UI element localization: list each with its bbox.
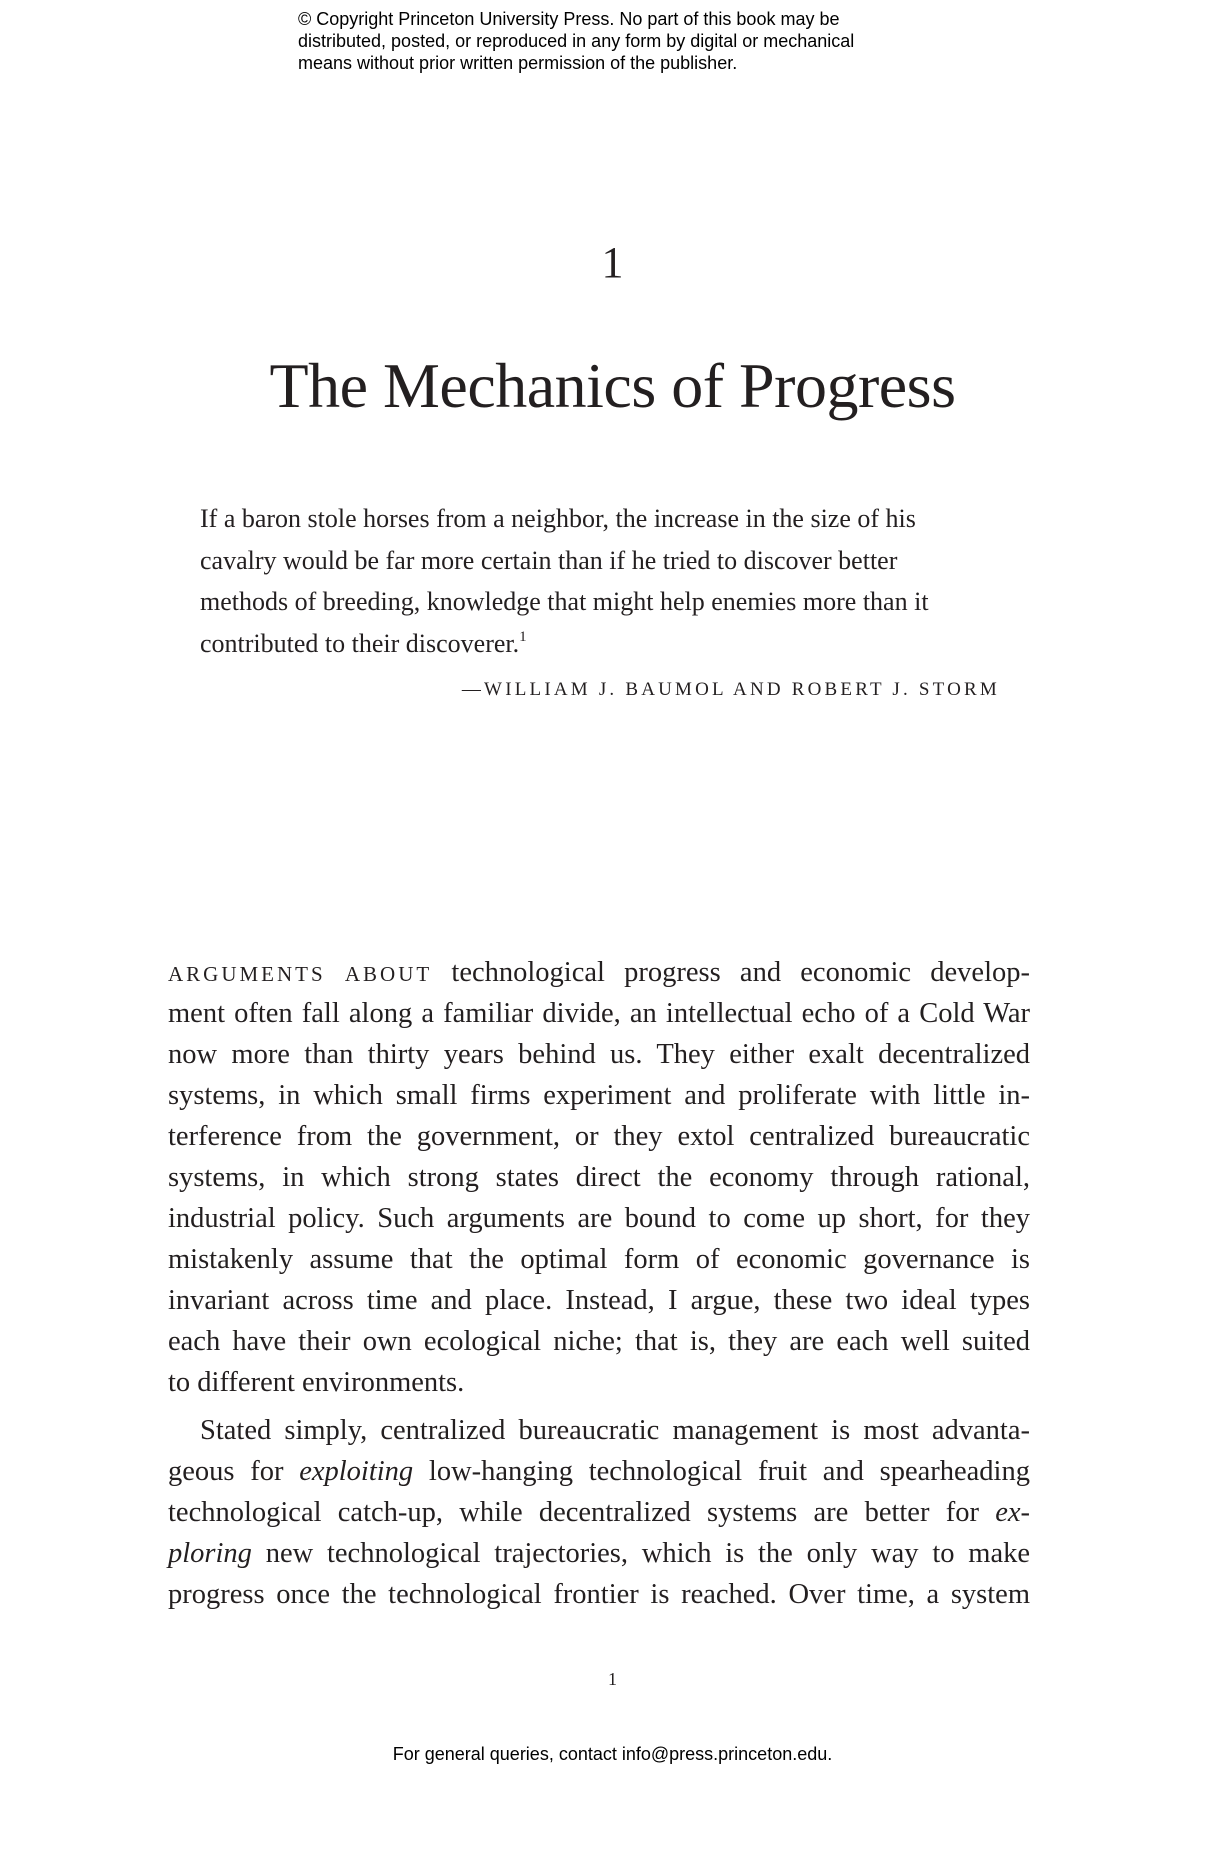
body-line: each have their own ecological niche; that is, they are each well suited <box>168 1326 1030 1357</box>
body-line: systems, in which small firms experiment and proliferate with little in- <box>168 1080 1030 1111</box>
body-line: ment often fall along a familiar divide, an intellectual echo of a Cold War <box>168 998 1030 1029</box>
epigraph-line: If a baron stole horses from a neighbor, the increase in the size of his <box>200 504 916 533</box>
body-line-text: geous for <box>168 1456 300 1487</box>
body-line-text: technological catch-up, while decentralized systems are better for <box>168 1497 996 1528</box>
body-line-text: new technological trajectories, which is the only way to make <box>251 1538 1030 1569</box>
epigraph-line-text: contributed to their discoverer. <box>200 628 520 658</box>
body-line <box>168 952 1030 993</box>
body-line: progress once the technological frontier is reached. Over time, a system <box>168 1579 1030 1610</box>
body-line <box>168 1533 1030 1574</box>
epigraph-line: methods of breeding, knowledge that might help enemies more than it <box>200 587 929 616</box>
chapter-title: The Mechanics of Progress <box>269 350 956 421</box>
body-text <box>168 952 1030 1615</box>
body-line: to different environments. <box>168 1367 465 1398</box>
body-line <box>168 1492 1030 1533</box>
epigraph-attribution: —WILLIAM J. BAUMOL AND ROBERT J. STORM <box>461 679 1000 700</box>
body-line-text: low-hanging technological fruit and spearheading <box>413 1456 1030 1487</box>
emphasis-text: ex- <box>995 1497 1030 1528</box>
lead-in-smallcaps: ARGUMENTS ABOUT <box>168 962 433 986</box>
body-line: invariant across time and place. Instead, I argue, these two ideal types <box>168 1285 1030 1316</box>
paragraph-gap <box>168 1403 1030 1410</box>
body-line-text: technological progress and economic develop- <box>451 957 1030 988</box>
body-line: terference from the government, or they extol centralized bureaucratic <box>168 1121 1030 1152</box>
page-number: 1 <box>608 1669 617 1689</box>
epigraph-line <box>200 623 1000 665</box>
body-line: systems, in which strong states direct the economy through rational, <box>168 1162 1030 1193</box>
body-line: now more than thirty years behind us. They either exalt decentralized <box>168 1039 1030 1070</box>
epigraph <box>200 498 1000 664</box>
emphasis-text: exploiting <box>299 1456 414 1487</box>
copyright-notice <box>298 8 938 74</box>
copyright-line: © Copyright Princeton University Press. No part of this book may be <box>298 9 840 29</box>
epigraph-line: cavalry would be far more certain than if he tried to discover better <box>200 545 898 575</box>
copyright-line: means without prior written permission of the publisher. <box>298 53 738 73</box>
body-line: mistakenly assume that the optimal form of economic governance is <box>168 1244 1030 1275</box>
chapter-number: 1 <box>601 238 624 287</box>
body-line <box>168 1451 1030 1492</box>
copyright-line: distributed, posted, or reproduced in any form by digital or mechanical <box>298 31 855 51</box>
footer-contact: For general queries, contact info@press.princeton.edu. <box>392 1744 833 1764</box>
body-line: industrial policy. Such arguments are bound to come up short, for they <box>168 1203 1030 1234</box>
body-line: Stated simply, centralized bureaucratic management is most advanta- <box>200 1415 1030 1446</box>
footnote-marker[interactable]: 1 <box>519 628 527 645</box>
emphasis-text: ploring <box>168 1538 252 1569</box>
